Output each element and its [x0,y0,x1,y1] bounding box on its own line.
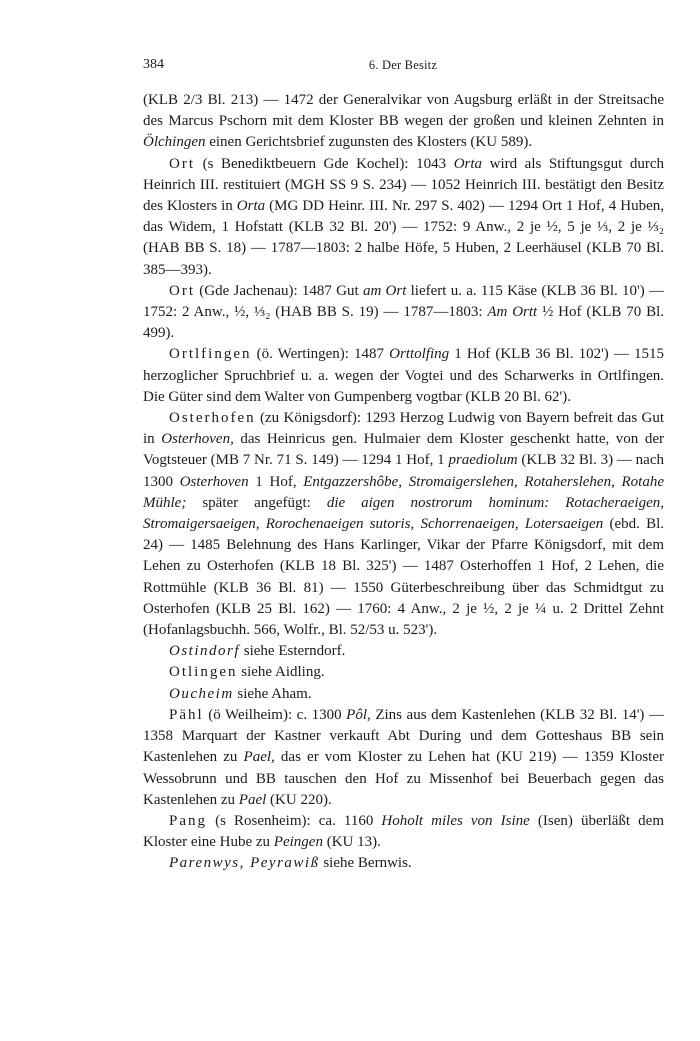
entry-text: 1 Hof, [248,473,304,490]
italic-term: Ölchingen [143,134,206,151]
italic-term: Osterhoven, [161,431,234,448]
entry-text: (MG DD Heinr. III. Nr. 297 S. 402) — 1294 Ort 1 Hof, 4 Huben, das Widem, 1 Hofstatt (KLB 32 Bl. 20') — 1752: 9 Anw., 2 je ½, 5 je ⅓, 2 je ⅓₂ (HAB BB S. 18) — 1787—1803: 2 halbe Höfe, 5 Huben, 2 Leerhäusel (KLB 70 Bl. 385—393). [143,198,664,278]
entry-text: später angefügt: [186,494,327,511]
entry-headword: Ort [169,155,195,172]
entry-headword: Otlingen [169,664,238,681]
entry-ort-2 [143,281,664,345]
entry-ort-1 [143,154,664,281]
entry-text: siehe Bernwis. [319,855,412,872]
entry-text: (Gde Jachenau): 1487 Gut [195,282,363,299]
entry-text: Zins aus dem Kastenlehen (KLB 32 Bl. 14') — 1358 Marquart der Kastner verkauft Abt During und dem Gotteshaus BB sein Kastenlehen zu [143,706,664,766]
italic-term: die aigen nostrorum hominum: Rotacheraeigen, Stromaigersaeigen, Rorochenaeigen sutoris, Schorrenaeigen, Lotersaeigen [143,494,664,533]
entry-headword: Pähl [169,706,204,723]
page-header [143,57,663,81]
italic-term: praediolum [448,452,518,469]
entry-text: (s Benediktbeuern Gde Kochel): 1043 [195,155,454,172]
entry-text: einen Gerichtsbrief zugunsten des Klosters (KU 589). [205,134,533,151]
entry-headword: Ortlfingen [169,346,252,363]
entry-text: (KLB 2/3 Bl. 213) — 1472 der Generalvikar von Augsburg erläßt in der Streitsache des Marcus Pschorn mit dem Kloster BB wegen der großen und kleinen Zehnten in [143,92,664,130]
italic-term: Orta [236,198,266,215]
entry-text: 1 Hof (KLB 36 Bl. 102') — 1515 herzoglicher Spruchbrief u. a. wegen der Vogtei und des Scharwerks in Ortlfingen. Die Güter sind dem Walter von Gumpenberg vogtbar (KLB 20 Bl. 62'). [143,346,664,405]
italic-term: am Ort [362,282,407,299]
entry-cont [143,90,664,154]
italic-term: Peingen [273,834,323,851]
entry-osterhofen [143,408,664,641]
entry-text: (KU 13). [322,834,381,851]
entry-text: siehe Aidling. [237,664,325,681]
italic-term: Pôl, [346,706,371,723]
entry-text: (ö Weilheim): c. 1300 [203,706,347,723]
entry-headword: Oucheim [169,685,234,702]
entry-ortlfingen [143,344,664,408]
entry-pahl [143,705,664,811]
entry-text: siehe Aham. [233,685,312,702]
entry-text: (KLB 32 Bl. 3) — nach 1300 [143,452,664,490]
entry-headword: Osterhofen [169,410,256,427]
entry-ostindorf [143,641,664,662]
entry-text: wird als Stiftungsgut durch Heinrich III. restituiert (MGH SS 9 S. 234) — 1052 Heinrich III. bestätigt den Besitz des Klosters in [143,155,664,215]
entry-pang [143,811,664,853]
italic-term: Pael, [243,749,275,766]
italic-term: Orta [453,155,483,172]
italic-term: Hoholt miles von Isine [381,812,530,829]
entry-text: (s Rosenheim): ca. 1160 [207,812,382,829]
page-body [143,90,664,875]
entry-oucheim [143,684,664,705]
italic-term: Orttolfing [389,346,450,363]
italic-term: Osterhoven [179,473,249,490]
italic-term: Am Ortt [487,304,538,321]
entry-text: siehe Esterndorf. [240,643,346,660]
entry-headword: Ostindorf [169,643,241,660]
entry-text: (ebd. Bl. 24) — 1485 Belehnung des Hans Karlinger, Vikar der Pfarre Königsdorf, mit dem Lehen zu Osterhofen (KLB 18 Bl. 325') — 1487 Osterhoffen 1 Hof, 2 Lehen, die Rottmühle (KLB 36 Bl. 81) — 1550 Güterbeschreibung über das Schmidtgut zu Osterhofen (KLB 25 Bl. 162) — 1760: 4 Anw., 2 je ½, 2 je ¼ u. 2 Drittel Zehnt (Hofanlagsbuchh. 566, Wolfr., Bl. 52/53 u. 523'). [143,516,664,639]
entry-text: (ö. Wertingen): 1487 [251,346,390,363]
entry-text: das er vom Kloster zu Lehen hat (KU 219) — 1359 Kloster Wessobrunn und BB tauschen den Hof zu Missenhof bei Beuerbach gegen das Kastenlehen zu [143,749,665,808]
entry-text: (KU 220). [266,791,332,808]
entry-text: das Heinricus gen. Hulmaier dem Kloster geschenkt hatte, von der Vogtsteuer (MB 7 Nr. 71 S. 149) — 1294 1 Hof, 1 [143,431,664,469]
italic-term: Pael [238,791,267,808]
italic-term: Entgazzershôbe, Stromaigerslehen, Rotaherslehen, Rotahe Mühle; [143,473,664,511]
page-number: 384 [143,57,164,72]
entry-headword: Pang [169,812,207,829]
entry-text: ½ Hof (KLB 70 Bl. 499). [143,304,664,342]
entry-text: (zu Königsdorf): 1293 Herzog Ludwig von Bayern befreit das Gut in [143,410,664,448]
entry-headword: Parenwys, Peyrawiß [169,855,320,872]
entry-parenwys [143,853,664,874]
entry-text: liefert u. a. 115 Käse (KLB 36 Bl. 10') — 1752: 2 Anw., ½, ⅓₂ (HAB BB S. 19) — 1787—1803: [143,282,665,321]
entry-otlingen [143,662,664,683]
running-title: 6. Der Besitz [368,58,438,72]
entry-headword: Ort [169,282,195,299]
entry-text: (Isen) überläßt dem Kloster eine Hube zu [143,812,664,851]
